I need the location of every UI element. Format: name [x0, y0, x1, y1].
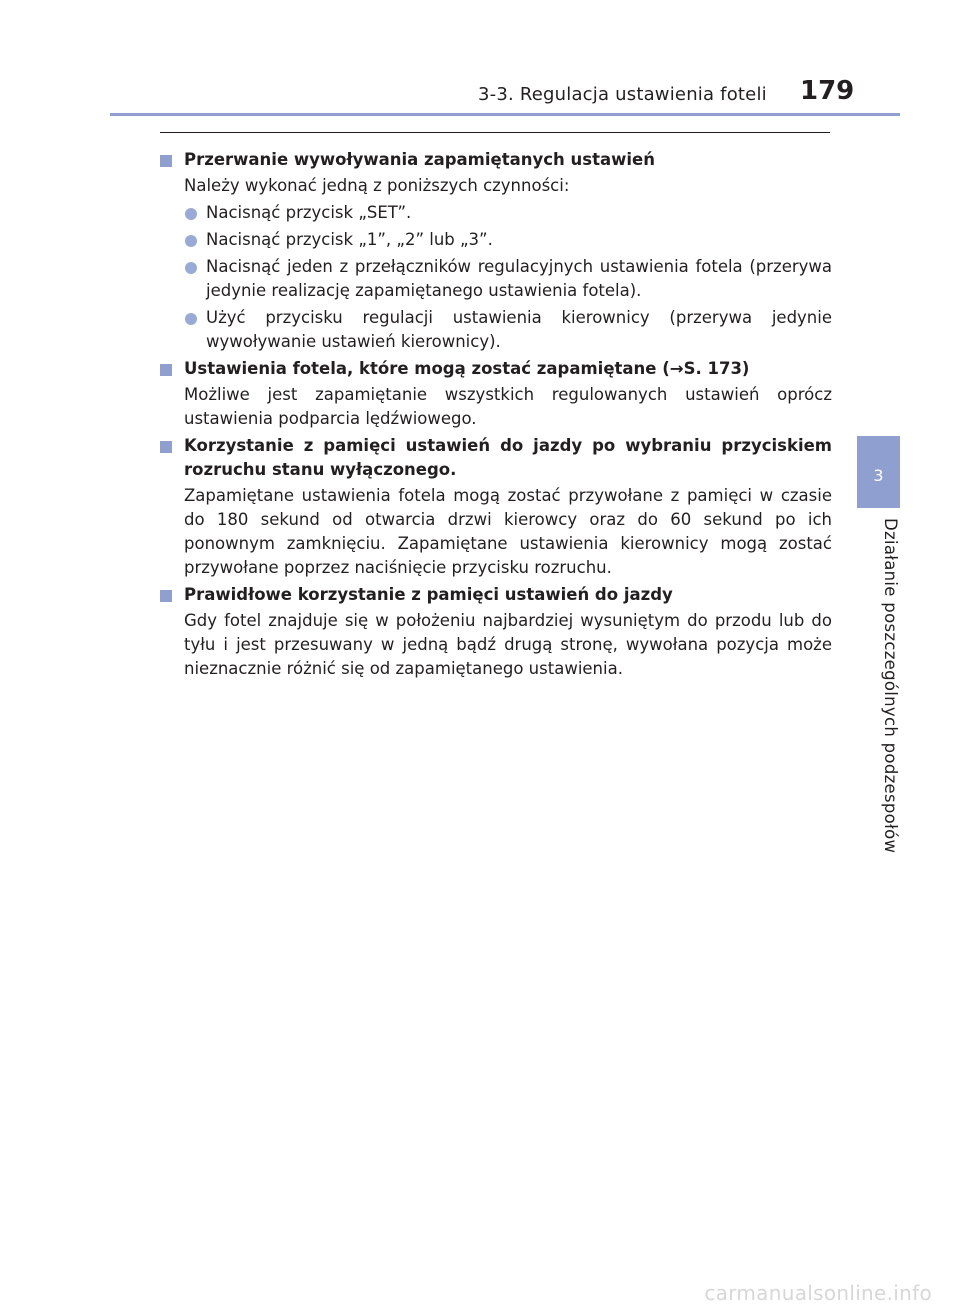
circle-bullet-icon — [185, 235, 197, 247]
circle-bullet-icon — [185, 208, 197, 220]
square-bullet-icon — [160, 364, 172, 376]
list-item — [160, 228, 832, 252]
section-heading-text: Korzystanie z pamięci ustawień do jazdy po wybraniu przyciskiem rozruchu stanu wyłączonego. — [184, 436, 832, 479]
section-heading — [160, 583, 832, 607]
watermark: carmanualsonline.info — [704, 1281, 932, 1305]
section-heading — [160, 357, 832, 381]
chapter-tab — [857, 436, 900, 508]
section-heading — [160, 148, 832, 172]
square-bullet-icon — [160, 590, 172, 602]
chapter-label: Działanie poszczególnych podzespołów — [881, 518, 900, 854]
list-item — [160, 201, 832, 225]
circle-bullet-icon — [185, 262, 197, 274]
section-heading-text: Ustawienia fotela, które mogą zostać zapamiętane (→S. 173) — [184, 359, 750, 378]
list-item — [160, 306, 832, 354]
circle-bullet-icon — [185, 313, 197, 325]
section-body: Gdy fotel znajduje się w położeniu najbardziej wysuniętym do przodu lub do tyłu i jest przesuwany w jedną bądź drugą stronę, wywołana pozycja może nieznacznie różnić się od zapamiętanego ustawienia. — [184, 611, 832, 678]
section-body: Możliwe jest zapamiętanie wszystkich regulowanych ustawień oprócz ustawienia podparcia lędźwiowego. — [184, 385, 832, 428]
header-section-title: 3-3. Regulacja ustawienia foteli — [478, 84, 767, 105]
page-content — [160, 145, 832, 681]
section-body: Zapamiętane ustawienia fotela mogą zostać przywołane z pamięci w czasie do 180 sekund od otwarcia drzwi kierowcy oraz do 60 sekund po ich ponownym zamknięciu. Zapamiętane ustawienia kierownicy mogą zostać przywołane poprzez naciśnięcie przycisku rozruchu. — [184, 486, 832, 577]
square-bullet-icon — [160, 441, 172, 453]
section-heading-text: Przerwanie wywoływania zapamiętanych ustawień — [184, 150, 655, 169]
list-item-text: Nacisnąć przycisk „1”, „2” lub „3”. — [206, 230, 493, 249]
section-heading — [160, 434, 832, 482]
content-top-rule — [160, 132, 830, 133]
list-item — [160, 255, 832, 303]
list-item-text: Użyć przycisku regulacji ustawienia kierownicy (przerywa jedynie wywoływanie ustawień kierownicy). — [206, 308, 832, 351]
section-intro: Należy wykonać jedną z poniższych czynności: — [184, 176, 570, 195]
list-item-text: Nacisnąć przycisk „SET”. — [206, 203, 412, 222]
page-number: 179 — [800, 76, 855, 106]
header-rule — [110, 113, 900, 116]
section-heading-text: Prawidłowe korzystanie z pamięci ustawień do jazdy — [184, 585, 673, 604]
chapter-number: 3 — [873, 466, 884, 485]
square-bullet-icon — [160, 155, 172, 167]
list-item-text: Nacisnąć jeden z przełączników regulacyjnych ustawienia fotela (przerywa jedynie realizację zapamiętanego ustawienia fotela). — [206, 257, 832, 300]
